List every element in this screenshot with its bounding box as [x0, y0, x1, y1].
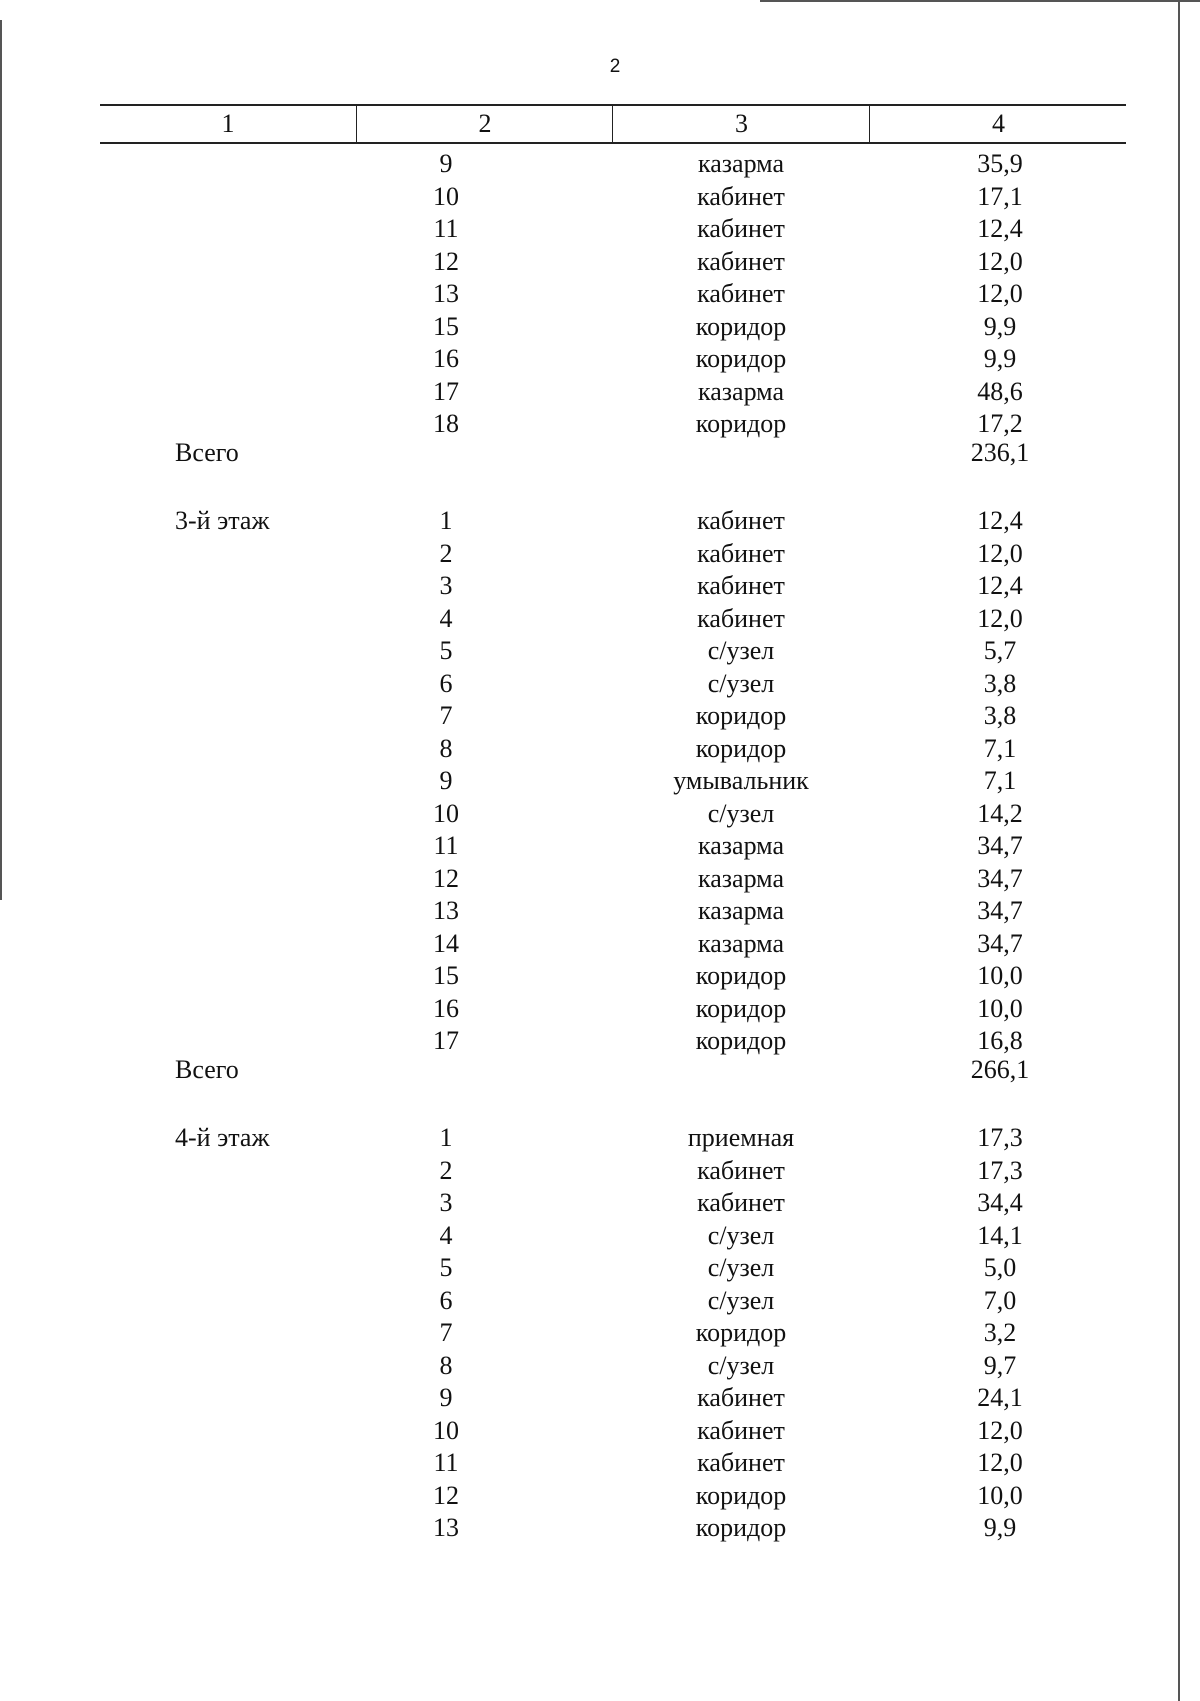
table-row: [0, 603, 1200, 635]
room-area: 12,4: [977, 506, 1023, 535]
room-number: 14: [433, 929, 459, 958]
room-name: кабинет: [697, 279, 785, 308]
total-value: 266,1: [970, 1055, 1030, 1084]
room-number: 7: [439, 1318, 453, 1347]
total-label: Всего: [175, 1055, 239, 1084]
room-name: с/узел: [707, 636, 775, 665]
room-number: 12: [433, 864, 459, 893]
table-row: [0, 408, 1200, 440]
room-name: казарма: [697, 831, 784, 860]
room-name: коридор: [695, 344, 787, 373]
room-name: казарма: [697, 149, 784, 178]
floor-label: 3-й этаж: [175, 506, 270, 535]
room-area: 35,9: [977, 149, 1023, 178]
table-row: [0, 1447, 1200, 1479]
room-name: кабинет: [697, 1156, 785, 1185]
room-number: 9: [439, 149, 453, 178]
room-name: кабинет: [697, 1416, 785, 1445]
room-area: 9,9: [983, 312, 1017, 341]
room-area: 24,1: [977, 1383, 1023, 1412]
room-number: 12: [433, 1481, 459, 1510]
table-row: [0, 798, 1200, 830]
table-row: [0, 213, 1200, 245]
total-row: [0, 1054, 1200, 1086]
room-area: 14,2: [977, 799, 1023, 828]
table-row: [0, 733, 1200, 765]
column-header: 2: [356, 106, 613, 142]
total-label: Всего: [175, 438, 239, 467]
room-number: 16: [433, 994, 459, 1023]
room-name: казарма: [697, 864, 784, 893]
room-area: 17,3: [977, 1156, 1023, 1185]
room-number: 13: [433, 1513, 459, 1542]
room-number: 13: [433, 279, 459, 308]
room-number: 10: [433, 1416, 459, 1445]
table-row: [0, 343, 1200, 375]
table-row: [0, 668, 1200, 700]
room-area: 9,7: [983, 1351, 1017, 1380]
page-number: 2: [609, 56, 621, 77]
table-row: [0, 1155, 1200, 1187]
room-area: 34,7: [977, 929, 1023, 958]
room-area: 34,7: [977, 831, 1023, 860]
room-number: 5: [439, 1253, 453, 1282]
table-row: [0, 635, 1200, 667]
room-area: 5,7: [983, 636, 1017, 665]
room-number: 8: [439, 1351, 453, 1380]
table-row: [0, 278, 1200, 310]
room-area: 9,9: [983, 344, 1017, 373]
table-row: [0, 830, 1200, 862]
room-number: 17: [433, 1026, 459, 1055]
room-number: 10: [433, 182, 459, 211]
room-number: 9: [439, 766, 453, 795]
room-number: 8: [439, 734, 453, 763]
room-number: 10: [433, 799, 459, 828]
room-area: 48,6: [977, 377, 1023, 406]
room-area: 17,2: [977, 409, 1023, 438]
room-area: 34,7: [977, 896, 1023, 925]
room-name: с/узел: [707, 1351, 775, 1380]
table-row: [0, 1252, 1200, 1284]
table-row: [0, 246, 1200, 278]
room-area: 12,0: [977, 1416, 1023, 1445]
table-row: [0, 1285, 1200, 1317]
room-name: кабинет: [697, 1383, 785, 1412]
room-name: с/узел: [707, 669, 775, 698]
room-name: коридор: [695, 961, 787, 990]
room-name: казарма: [697, 929, 784, 958]
room-area: 3,8: [983, 701, 1017, 730]
table-row: [0, 148, 1200, 180]
column-header: 3: [612, 106, 870, 142]
room-name: с/узел: [707, 1221, 775, 1250]
table-row: [0, 570, 1200, 602]
table-row: [0, 1187, 1200, 1219]
room-area: 17,3: [977, 1123, 1023, 1152]
room-name: кабинет: [697, 506, 785, 535]
room-area: 9,9: [983, 1513, 1017, 1542]
room-name: кабинет: [697, 182, 785, 211]
table-row: [0, 1317, 1200, 1349]
room-area: 7,1: [983, 734, 1017, 763]
table-row: [0, 700, 1200, 732]
room-number: 6: [439, 1286, 453, 1315]
table-row: [0, 1382, 1200, 1414]
room-number: 15: [433, 312, 459, 341]
room-number: 18: [433, 409, 459, 438]
room-name: умывальник: [673, 766, 809, 795]
table-row: [0, 538, 1200, 570]
room-area: 10,0: [977, 994, 1023, 1023]
room-number: 4: [439, 604, 453, 633]
table-row: [0, 765, 1200, 797]
room-name: кабинет: [697, 571, 785, 600]
room-area: 3,2: [983, 1318, 1017, 1347]
room-name: кабинет: [697, 1448, 785, 1477]
total-value: 236,1: [970, 438, 1030, 467]
room-number: 12: [433, 247, 459, 276]
room-number: 1: [439, 1123, 453, 1152]
room-name: казарма: [697, 377, 784, 406]
room-number: 9: [439, 1383, 453, 1412]
room-number: 11: [433, 1448, 459, 1477]
table-row: [0, 311, 1200, 343]
table-row: [0, 1350, 1200, 1382]
room-number: 13: [433, 896, 459, 925]
room-name: кабинет: [697, 539, 785, 568]
table-row: [0, 505, 1200, 537]
room-number: 2: [439, 539, 453, 568]
room-area: 17,1: [977, 182, 1023, 211]
room-area: 12,0: [977, 604, 1023, 633]
room-name: кабинет: [697, 1188, 785, 1217]
room-area: 12,4: [977, 571, 1023, 600]
table-row: [0, 1480, 1200, 1512]
room-area: 12,0: [977, 247, 1023, 276]
table-row: [0, 1025, 1200, 1057]
room-area: 16,8: [977, 1026, 1023, 1055]
table-row: [0, 928, 1200, 960]
table-row: [0, 1512, 1200, 1544]
room-name: с/узел: [707, 1253, 775, 1282]
room-area: 34,7: [977, 864, 1023, 893]
column-header: 1: [221, 109, 235, 138]
room-name: кабинет: [697, 214, 785, 243]
room-number: 2: [439, 1156, 453, 1185]
room-area: 10,0: [977, 961, 1023, 990]
room-area: 5,0: [983, 1253, 1017, 1282]
room-number: 5: [439, 636, 453, 665]
room-number: 1: [439, 506, 453, 535]
room-name: казарма: [697, 896, 784, 925]
room-name: коридор: [695, 312, 787, 341]
room-name: коридор: [695, 1026, 787, 1055]
room-area: 3,8: [983, 669, 1017, 698]
room-number: 11: [433, 831, 459, 860]
room-area: 10,0: [977, 1481, 1023, 1510]
room-number: 3: [439, 1188, 453, 1217]
room-area: 7,1: [983, 766, 1017, 795]
column-header: 4: [869, 106, 1127, 142]
room-name: коридор: [695, 734, 787, 763]
table-row: [0, 1415, 1200, 1447]
room-number: 15: [433, 961, 459, 990]
table-row: [0, 181, 1200, 213]
room-number: 16: [433, 344, 459, 373]
table-row: [0, 863, 1200, 895]
room-number: 4: [439, 1221, 453, 1250]
room-number: 3: [439, 571, 453, 600]
room-name: коридор: [695, 701, 787, 730]
room-area: 7,0: [983, 1286, 1017, 1315]
table-row: [0, 1122, 1200, 1154]
room-name: с/узел: [707, 1286, 775, 1315]
floor-label: 4-й этаж: [175, 1123, 270, 1152]
room-number: 7: [439, 701, 453, 730]
room-number: 11: [433, 214, 459, 243]
room-name: коридор: [695, 994, 787, 1023]
room-name: кабинет: [697, 247, 785, 276]
room-area: 12,0: [977, 279, 1023, 308]
table-row: [0, 993, 1200, 1025]
room-name: коридор: [695, 1513, 787, 1542]
room-name: кабинет: [697, 604, 785, 633]
table-header: [100, 104, 1126, 144]
room-area: 14,1: [977, 1221, 1023, 1250]
room-area: 34,4: [977, 1188, 1023, 1217]
room-name: приемная: [687, 1123, 795, 1152]
room-number: 17: [433, 377, 459, 406]
room-area: 12,4: [977, 214, 1023, 243]
room-name: с/узел: [707, 799, 775, 828]
room-name: коридор: [695, 1318, 787, 1347]
table-row: [0, 960, 1200, 992]
room-area: 12,0: [977, 539, 1023, 568]
total-row: [0, 437, 1200, 469]
room-area: 12,0: [977, 1448, 1023, 1477]
table-row: [0, 376, 1200, 408]
room-number: 6: [439, 669, 453, 698]
table-row: [0, 895, 1200, 927]
table-row: [0, 1220, 1200, 1252]
room-name: коридор: [695, 409, 787, 438]
room-name: коридор: [695, 1481, 787, 1510]
scan-edge-top: [760, 0, 1200, 2]
